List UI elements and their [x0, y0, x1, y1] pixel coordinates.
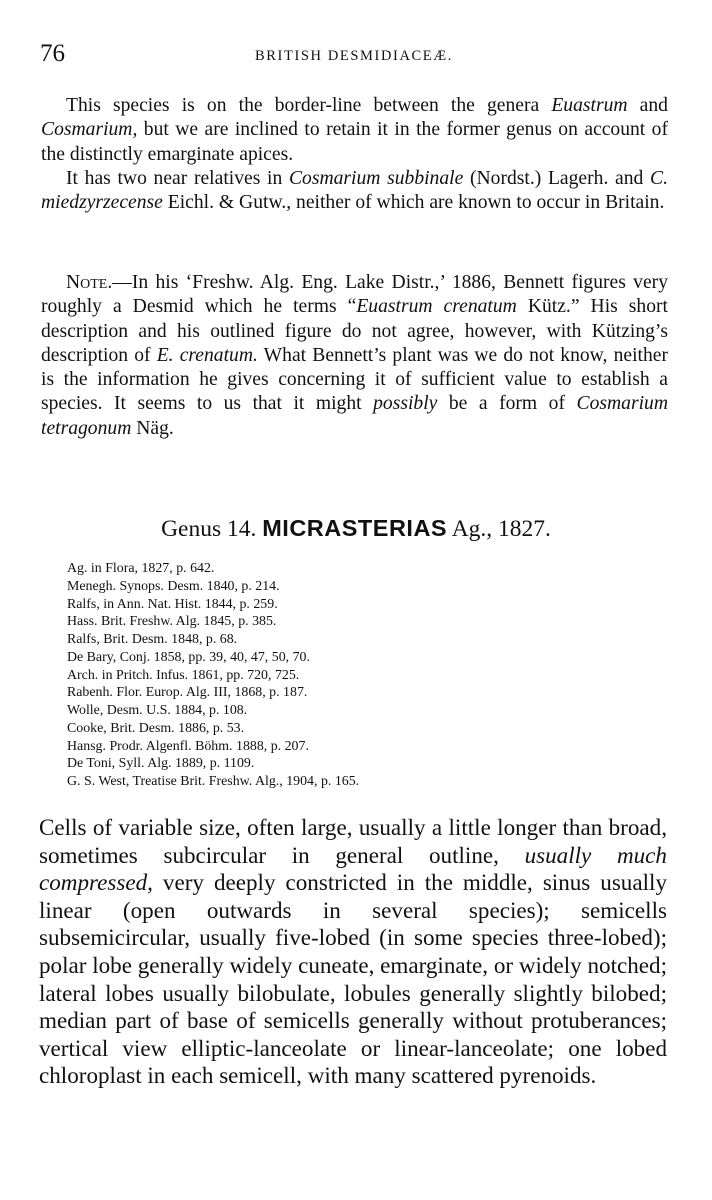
- page-header: [40, 40, 668, 74]
- reference-item: Hansg. Prodr. Algenfl. Böhm. 1888, p. 207.: [67, 738, 309, 754]
- text-run: Kütz.” His short description and his outlined figure do not agree, however, with Kützing’s description of: [41, 296, 668, 366]
- reference-item: De Toni, Syll. Alg. 1889, p. 1109.: [67, 756, 255, 772]
- taxon-name: Cosmarium,: [41, 119, 138, 141]
- intro-paragraph-2: [41, 167, 668, 216]
- reference-list: [67, 560, 667, 791]
- genus-authority: Ag., 1827.: [447, 516, 551, 542]
- text-run: Cells of variable size, often large, usually a little longer than broad, sometimes subcircular in general outline,: [39, 814, 667, 868]
- reference-item: De Bary, Conj. 1858, pp. 39, 40, 47, 50, 70.: [67, 649, 310, 665]
- text-run: Näg.: [131, 417, 174, 439]
- text-run: (Nordst.) Lagerh. and: [463, 167, 651, 189]
- text-run: This species is on the border-line between the genera: [66, 95, 552, 116]
- text-run: but we are inclined to retain it in the former genus on account of the distinctly emarginate apices.: [41, 119, 668, 165]
- text-run: and: [627, 95, 668, 116]
- text-run: —In his ‘Freshw. Alg. Eng. Lake Distr.,’ 1886, Bennett figures very roughly a Desmid which he terms “: [41, 272, 668, 318]
- taxon-name: Cosmarium tetragonum: [41, 393, 668, 439]
- intro-paragraphs: [41, 94, 668, 215]
- reference-item: Cooke, Brit. Desm. 1886, p. 53.: [67, 720, 245, 736]
- genus-name: MICRASTERIAS: [262, 515, 448, 541]
- text-run: It has two near relatives in: [66, 167, 289, 189]
- reference-item: Ag. in Flora, 1827, p. 642.: [67, 561, 215, 576]
- reference-item: Ralfs, in Ann. Nat. Hist. 1844, p. 259.: [67, 596, 278, 612]
- note-label: Note.: [66, 272, 113, 293]
- reference-item: Wolle, Desm. U.S. 1884, p. 108.: [67, 703, 248, 718]
- reference-item: Arch. in Pritch. Infus. 1861, pp. 720, 725.: [67, 667, 300, 683]
- taxon-name: E. crenatum.: [156, 344, 258, 366]
- taxon-name: Euastrum: [551, 95, 628, 116]
- reference-item: Hass. Brit. Freshw. Alg. 1845, p. 385.: [67, 614, 277, 630]
- text-run: very deeply constricted in the middle, sinus usually linear (open outwards in several species); semicells subsemicircular, usually five-lobed (in some species three-lobed); polar lobe generally widely cuneate, emarginate, or widely notched; lateral lobes usually bilobulate, lobules generally slightly bilobed; median part of base of semicells generally without protuberances; vertical view elliptic-lanceolate or linear-lanceolate; one lobed chloroplast in each semicell, with many scattered pyrenoids.: [39, 869, 667, 1089]
- reference-item: Rabenh. Flor. Europ. Alg. III, 1868, p. 187.: [67, 685, 308, 701]
- reference-item: G. S. West, Treatise Brit. Freshw. Alg., 1904, p. 165.: [67, 774, 360, 789]
- running-title: BRITISH DESMIDIACEÆ.: [255, 48, 453, 64]
- reference-item: Ralfs, Brit. Desm. 1848, p. 68.: [67, 632, 238, 647]
- genus-description: [39, 814, 667, 1090]
- text-run: Eichl. & Gutw., neither of which are known to occur in Britain.: [162, 192, 665, 214]
- genus-heading: [0, 515, 712, 543]
- taxon-name: Cosmarium subbinale: [288, 167, 464, 189]
- page-number: 76: [40, 40, 65, 67]
- text-run: What Bennett’s plant was we do not know, neither is the information he gives concerning it of sufficient value to establish a species. It seems to us that it might: [41, 344, 668, 415]
- emphasis: usually much compressed,: [39, 841, 667, 896]
- note-paragraph: [41, 271, 668, 441]
- text-run: be a form of: [437, 393, 577, 415]
- note-section: [41, 271, 668, 441]
- emphasis: possibly: [373, 393, 438, 415]
- reference-item: Menegh. Synops. Desm. 1840, p. 214.: [67, 578, 280, 594]
- taxon-name: Euastrum crenatum: [356, 296, 517, 318]
- taxon-name: C. miedzyrzecense: [41, 167, 668, 214]
- intro-paragraph-1: [41, 94, 668, 167]
- genus-number: Genus 14.: [161, 516, 263, 542]
